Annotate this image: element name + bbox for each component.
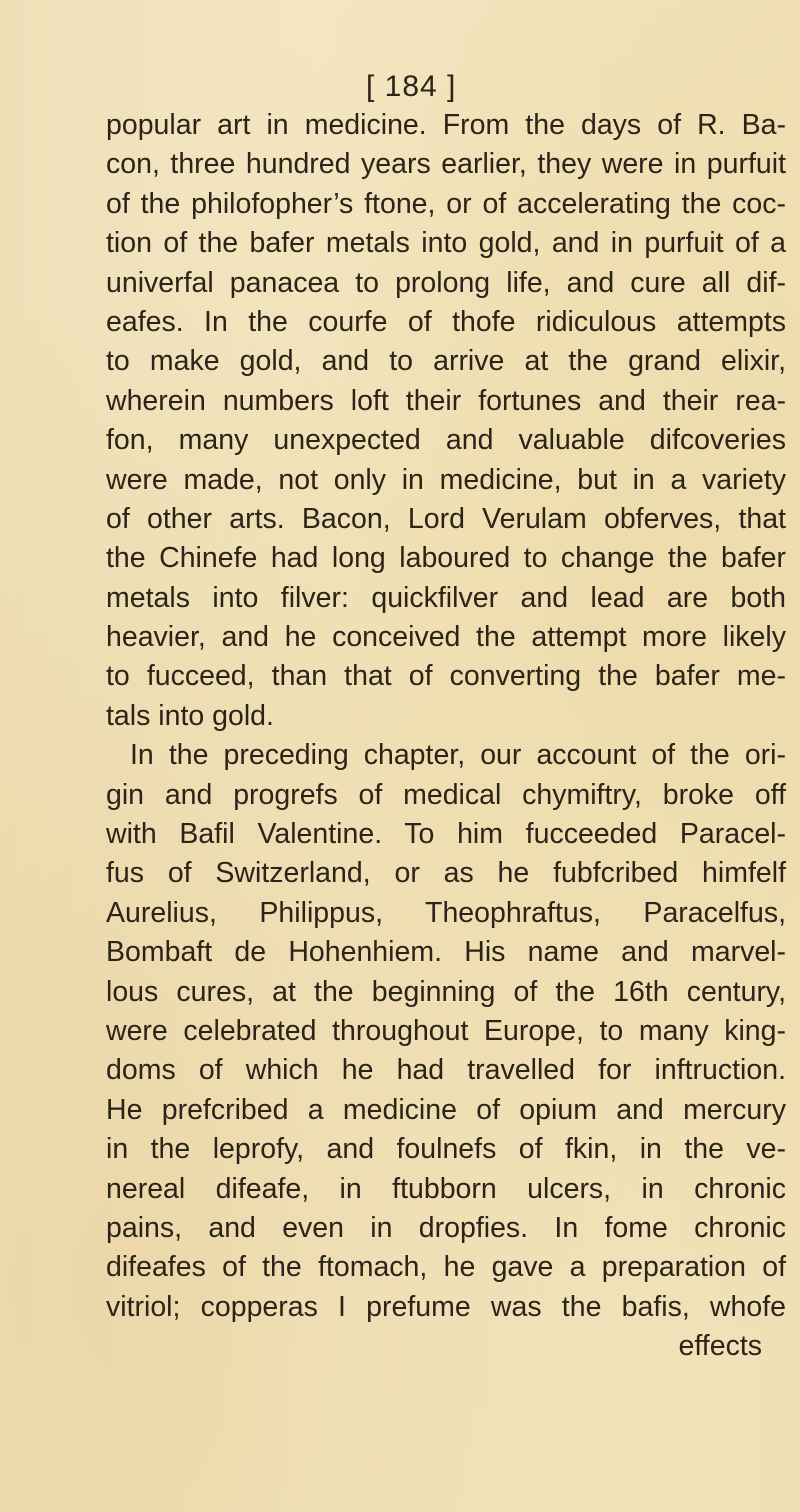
text-line: to fucceed, than that of converting the bafer me- xyxy=(106,660,786,693)
text-line: of the philofopher’s ftone, or of accelerating the coc- xyxy=(106,187,786,220)
text-line: con, three hundred years earlier, they were in purfuit xyxy=(106,148,786,181)
text-line: in the leprofy, and foulnefs of fkin, in the ve- xyxy=(106,1133,786,1166)
paragraph-start-line: In the preceding chapter, our account of the ori- xyxy=(130,739,786,772)
text-line: fus of Switzerland, or as he fubfcribed himfelf xyxy=(106,857,786,890)
text-line: Bombaft de Hohenhiem. His name and marvel- xyxy=(106,936,786,969)
text-line: with Bafil Valentine. To him fucceeded Paracel- xyxy=(106,818,786,851)
text-line: nereal difeafe, in ftubborn ulcers, in chronic xyxy=(106,1172,786,1205)
text-line: popular art in medicine. From the days of R. Ba- xyxy=(106,109,786,141)
text-line: eafes. In the courfe of thofe ridiculous attempts xyxy=(106,305,786,338)
text-line: wherein numbers loft their fortunes and their rea- xyxy=(106,384,786,417)
text-line: tion of the bafer metals into gold, and in purfuit of a xyxy=(106,227,786,260)
text-line: gin and progrefs of medical chymiftry, broke off xyxy=(106,778,786,811)
text-line: lous cures, at the beginning of the 16th century, xyxy=(106,975,786,1008)
text-line: heavier, and he conceived the attempt more likely xyxy=(106,621,786,654)
text-line: Aurelius, Philippus, Theophraftus, Paracelfus, xyxy=(106,896,786,929)
text-line: fon, many unexpected and valuable difcoveries xyxy=(106,424,786,457)
text-line: tals into gold. xyxy=(106,699,274,732)
text-line: He prefcribed a medicine of opium and mercury xyxy=(106,1093,786,1126)
text-line: pains, and even in dropfies. In fome chronic xyxy=(106,1211,786,1244)
text-line: doms of which he had travelled for inftruction. xyxy=(106,1054,786,1087)
text-line: difeafes of the ftomach, he gave a preparation of xyxy=(106,1251,786,1284)
text-line: were celebrated throughout Europe, to many king- xyxy=(106,1014,786,1047)
text-line: were made, not only in medicine, but in a variety xyxy=(106,463,786,496)
page-number: [ 184 ] xyxy=(366,70,457,103)
text-line: metals into filver: quickfilver and lead are both xyxy=(106,581,786,614)
text-line: vitriol; copperas I prefume was the bafis, whofe xyxy=(106,1290,786,1323)
text-line: the Chinefe had long laboured to change the bafer xyxy=(106,542,786,575)
body-text xyxy=(106,106,786,1367)
text-line: univerfal panacea to prolong life, and cure all dif- xyxy=(106,266,786,299)
catchword: effects xyxy=(678,1330,762,1363)
text-line: to make gold, and to arrive at the grand elixir, xyxy=(106,345,786,378)
text-line: of other arts. Bacon, Lord Verulam obferves, that xyxy=(106,502,786,535)
